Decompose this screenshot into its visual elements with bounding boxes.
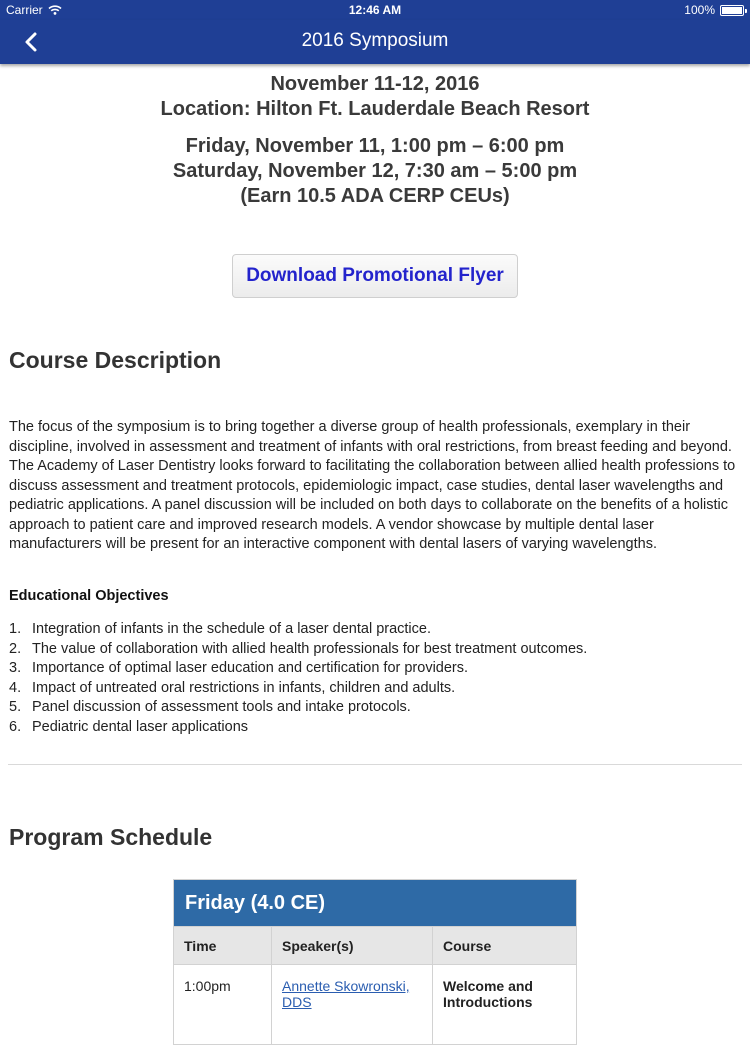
column-header-time: Time <box>174 926 272 964</box>
objective-item: 2. The value of collaboration with allied health professionals for best treatment outcomes. <box>9 640 588 657</box>
clock: 12:46 AM <box>348 3 402 17</box>
carrier-label: Carrier <box>6 3 43 17</box>
column-header-speaker: Speaker(s) <box>272 926 433 964</box>
objective-item: 3. Importance of optimal laser education and certification for providers. <box>9 660 469 677</box>
section-divider <box>8 764 742 765</box>
download-flyer-button[interactable]: Download Promotional Flyer <box>232 254 518 298</box>
battery-percent: 100% <box>684 3 715 17</box>
event-dates: November 11-12, 2016 <box>270 73 480 95</box>
table-row <box>174 964 576 1044</box>
objectives-heading: Educational Objectives <box>9 588 169 604</box>
page-title: 2016 Symposium <box>301 30 449 51</box>
course-description-text: The focus of the symposium is to bring together a diverse group of health professionals, exemplary in their discipline, involved in assessment and treatment of infants with oral restrictions, from breast feeding and beyond. The Academy of Laser Dentistry looks forward to facilitating the collaboration between allied health professions to discuss assessment and treatment protocols, epidemiologic impact, case studies, dental laser wavelengths and pediatric applications. A panel discussion will be included on both days to collaborate on the benefits of a holistic approach to patient care and improved research models. A vendor showcase by multiple dental laser manufacturers will be present for an interactive component with dental lasers of varying wavelengths. <box>9 419 736 552</box>
objectives-list <box>9 620 587 738</box>
course-description-heading: Course Description <box>9 347 222 373</box>
schedule-header-row <box>174 926 576 964</box>
navigation-bar <box>0 20 750 64</box>
objective-item: 6. Pediatric dental laser applications <box>9 718 249 735</box>
speaker-link[interactable]: Annette Skowronski, DDS <box>282 978 410 1010</box>
event-location: Location: Hilton Ft. Lauderdale Beach Resort <box>160 98 590 120</box>
objective-item: 1. Integration of infants in the schedule of a laser dental practice. <box>9 621 431 637</box>
battery-status <box>684 3 744 17</box>
schedule-table <box>173 879 577 1045</box>
event-saturday-hours: Saturday, November 12, 7:30 am – 5:00 pm <box>172 160 578 182</box>
objective-item: 5. Panel discussion of assessment tools and intake protocols. <box>9 699 411 716</box>
program-schedule-heading: Program Schedule <box>9 824 213 850</box>
session-course: Welcome and Introductions <box>433 964 576 1044</box>
event-ceu: (Earn 10.5 ADA CERP CEUs) <box>240 185 510 207</box>
battery-icon <box>720 5 744 16</box>
session-time: 1:00pm <box>174 964 272 1044</box>
column-header-course: Course <box>433 926 576 964</box>
event-info <box>0 72 750 209</box>
schedule-day-title: Friday (4.0 CE) <box>174 880 576 926</box>
objective-item: 4. Impact of untreated oral restrictions in infants, children and adults. <box>9 679 456 696</box>
speaker-cell <box>272 964 433 1044</box>
event-friday-hours: Friday, November 11, 1:00 pm – 6:00 pm <box>185 135 565 157</box>
status-bar <box>0 0 750 20</box>
